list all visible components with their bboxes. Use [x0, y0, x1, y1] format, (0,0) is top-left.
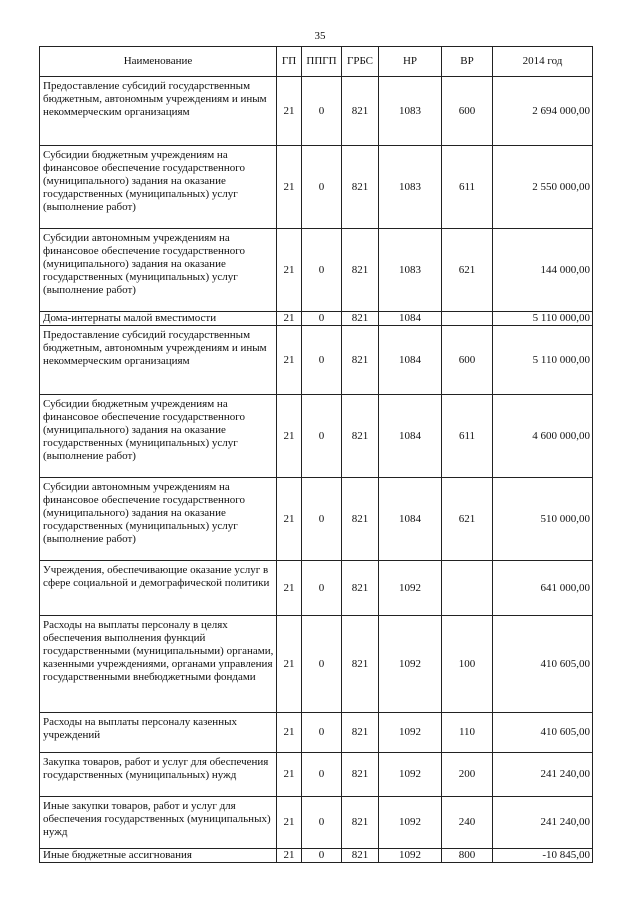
row-gp: 21 [277, 797, 302, 849]
table-row [40, 77, 593, 146]
table-row [40, 797, 593, 849]
row-gp: 21 [277, 713, 302, 753]
table-row [40, 229, 593, 312]
row-vr: 100 [442, 616, 493, 713]
row-gp: 21 [277, 77, 302, 146]
row-grbs: 821 [342, 797, 379, 849]
row-ppgp: 0 [302, 713, 342, 753]
page-number: 35 [314, 30, 326, 42]
row-ppgp: 0 [302, 395, 342, 478]
row-amount: 2 550 000,00 [493, 146, 593, 229]
row-gp: 21 [277, 849, 302, 863]
row-np: 1083 [379, 146, 442, 229]
header-vr: ВР [442, 47, 493, 77]
table-row [40, 326, 593, 395]
row-ppgp: 0 [302, 312, 342, 326]
row-vr: 240 [442, 797, 493, 849]
table-row [40, 312, 593, 326]
row-vr: 621 [442, 229, 493, 312]
row-vr: 600 [442, 326, 493, 395]
row-name: Предоставление субсидий государственным бюджетным, автономным учреждениям и иным некоммерческим организациям [40, 326, 277, 395]
row-np: 1092 [379, 849, 442, 863]
row-ppgp: 0 [302, 561, 342, 616]
row-vr [442, 561, 493, 616]
row-amount: 410 605,00 [493, 713, 593, 753]
row-gp: 21 [277, 312, 302, 326]
table-row [40, 561, 593, 616]
row-vr: 110 [442, 713, 493, 753]
row-gp: 21 [277, 753, 302, 797]
table-row [40, 616, 593, 713]
row-grbs: 821 [342, 146, 379, 229]
row-amount: 4 600 000,00 [493, 395, 593, 478]
row-name: Иные закупки товаров, работ и услуг для обеспечения государственных (муниципальных) нужд [40, 797, 277, 849]
row-np: 1083 [379, 229, 442, 312]
row-gp: 21 [277, 146, 302, 229]
row-gp: 21 [277, 561, 302, 616]
budget-table [39, 46, 593, 863]
row-grbs: 821 [342, 77, 379, 146]
row-gp: 21 [277, 478, 302, 561]
header-row [40, 47, 593, 77]
row-np: 1084 [379, 478, 442, 561]
row-amount: 410 605,00 [493, 616, 593, 713]
row-np: 1083 [379, 77, 442, 146]
table-row [40, 713, 593, 753]
row-vr: 800 [442, 849, 493, 863]
row-grbs: 821 [342, 229, 379, 312]
row-ppgp: 0 [302, 146, 342, 229]
row-ppgp: 0 [302, 849, 342, 863]
row-ppgp: 0 [302, 326, 342, 395]
row-grbs: 821 [342, 753, 379, 797]
header-grbs: ГРБС [342, 47, 379, 77]
row-np: 1092 [379, 561, 442, 616]
row-amount: -10 845,00 [493, 849, 593, 863]
row-ppgp: 0 [302, 229, 342, 312]
row-np: 1092 [379, 713, 442, 753]
row-ppgp: 0 [302, 616, 342, 713]
row-grbs: 821 [342, 312, 379, 326]
row-np: 1084 [379, 312, 442, 326]
row-grbs: 821 [342, 395, 379, 478]
row-name: Учреждения, обеспечивающие оказание услуг в сфере социальной и демографической политики [40, 561, 277, 616]
row-grbs: 821 [342, 478, 379, 561]
row-grbs: 821 [342, 561, 379, 616]
row-vr: 600 [442, 77, 493, 146]
row-np: 1092 [379, 616, 442, 713]
header-gp: ГП [277, 47, 302, 77]
row-vr: 200 [442, 753, 493, 797]
row-amount: 2 694 000,00 [493, 77, 593, 146]
row-vr [442, 312, 493, 326]
row-name: Закупка товаров, работ и услуг для обеспечения государственных (муниципальных) нужд [40, 753, 277, 797]
row-ppgp: 0 [302, 478, 342, 561]
row-grbs: 821 [342, 616, 379, 713]
row-name: Дома-интернаты малой вместимости [40, 312, 277, 326]
row-vr: 621 [442, 478, 493, 561]
row-np: 1092 [379, 753, 442, 797]
row-grbs: 821 [342, 326, 379, 395]
row-name: Субсидии автономным учреждениям на финансовое обеспечение государственного (муниципального) задания на оказание государственных (муниципальных) услуг (выполнение работ) [40, 229, 277, 312]
row-name: Субсидии бюджетным учреждениям на финансовое обеспечение государственного (муниципального) задания на оказание государственных (муниципальных) услуг (выполнение работ) [40, 395, 277, 478]
row-gp: 21 [277, 326, 302, 395]
table-row [40, 478, 593, 561]
row-gp: 21 [277, 616, 302, 713]
row-gp: 21 [277, 395, 302, 478]
row-np: 1084 [379, 395, 442, 478]
row-ppgp: 0 [302, 753, 342, 797]
row-ppgp: 0 [302, 797, 342, 849]
row-amount: 144 000,00 [493, 229, 593, 312]
row-vr: 611 [442, 146, 493, 229]
table-row [40, 849, 593, 863]
header-ppgp: ППГП [302, 47, 342, 77]
row-amount: 510 000,00 [493, 478, 593, 561]
row-name: Субсидии автономным учреждениям на финансовое обеспечение государственного (муниципального) задания на оказание государственных (муниципальных) услуг (выполнение работ) [40, 478, 277, 561]
header-year: 2014 год [493, 47, 593, 77]
row-name: Предоставление субсидий государственным бюджетным, автономным учреждениям и иным некоммерческим организациям [40, 77, 277, 146]
row-grbs: 821 [342, 713, 379, 753]
row-np: 1084 [379, 326, 442, 395]
row-ppgp: 0 [302, 77, 342, 146]
row-amount: 5 110 000,00 [493, 312, 593, 326]
row-name: Расходы на выплаты персоналу в целях обеспечения выполнения функций государственными (муниципальными) органами, казенными учреждениями, органами управления государственными внебюджетными фондами [40, 616, 277, 713]
header-name: Наименование [40, 47, 277, 77]
row-name: Субсидии бюджетным учреждениям на финансовое обеспечение государственного (муниципального) задания на оказание государственных (муниципальных) услуг (выполнение работ) [40, 146, 277, 229]
header-np: НР [379, 47, 442, 77]
table-row [40, 753, 593, 797]
row-name: Расходы на выплаты персоналу казенных учреждений [40, 713, 277, 753]
row-amount: 241 240,00 [493, 753, 593, 797]
row-name: Иные бюджетные ассигнования [40, 849, 277, 863]
row-np: 1092 [379, 797, 442, 849]
row-amount: 641 000,00 [493, 561, 593, 616]
row-vr: 611 [442, 395, 493, 478]
row-amount: 241 240,00 [493, 797, 593, 849]
table-row [40, 146, 593, 229]
row-amount: 5 110 000,00 [493, 326, 593, 395]
row-grbs: 821 [342, 849, 379, 863]
row-gp: 21 [277, 229, 302, 312]
table-row [40, 395, 593, 478]
